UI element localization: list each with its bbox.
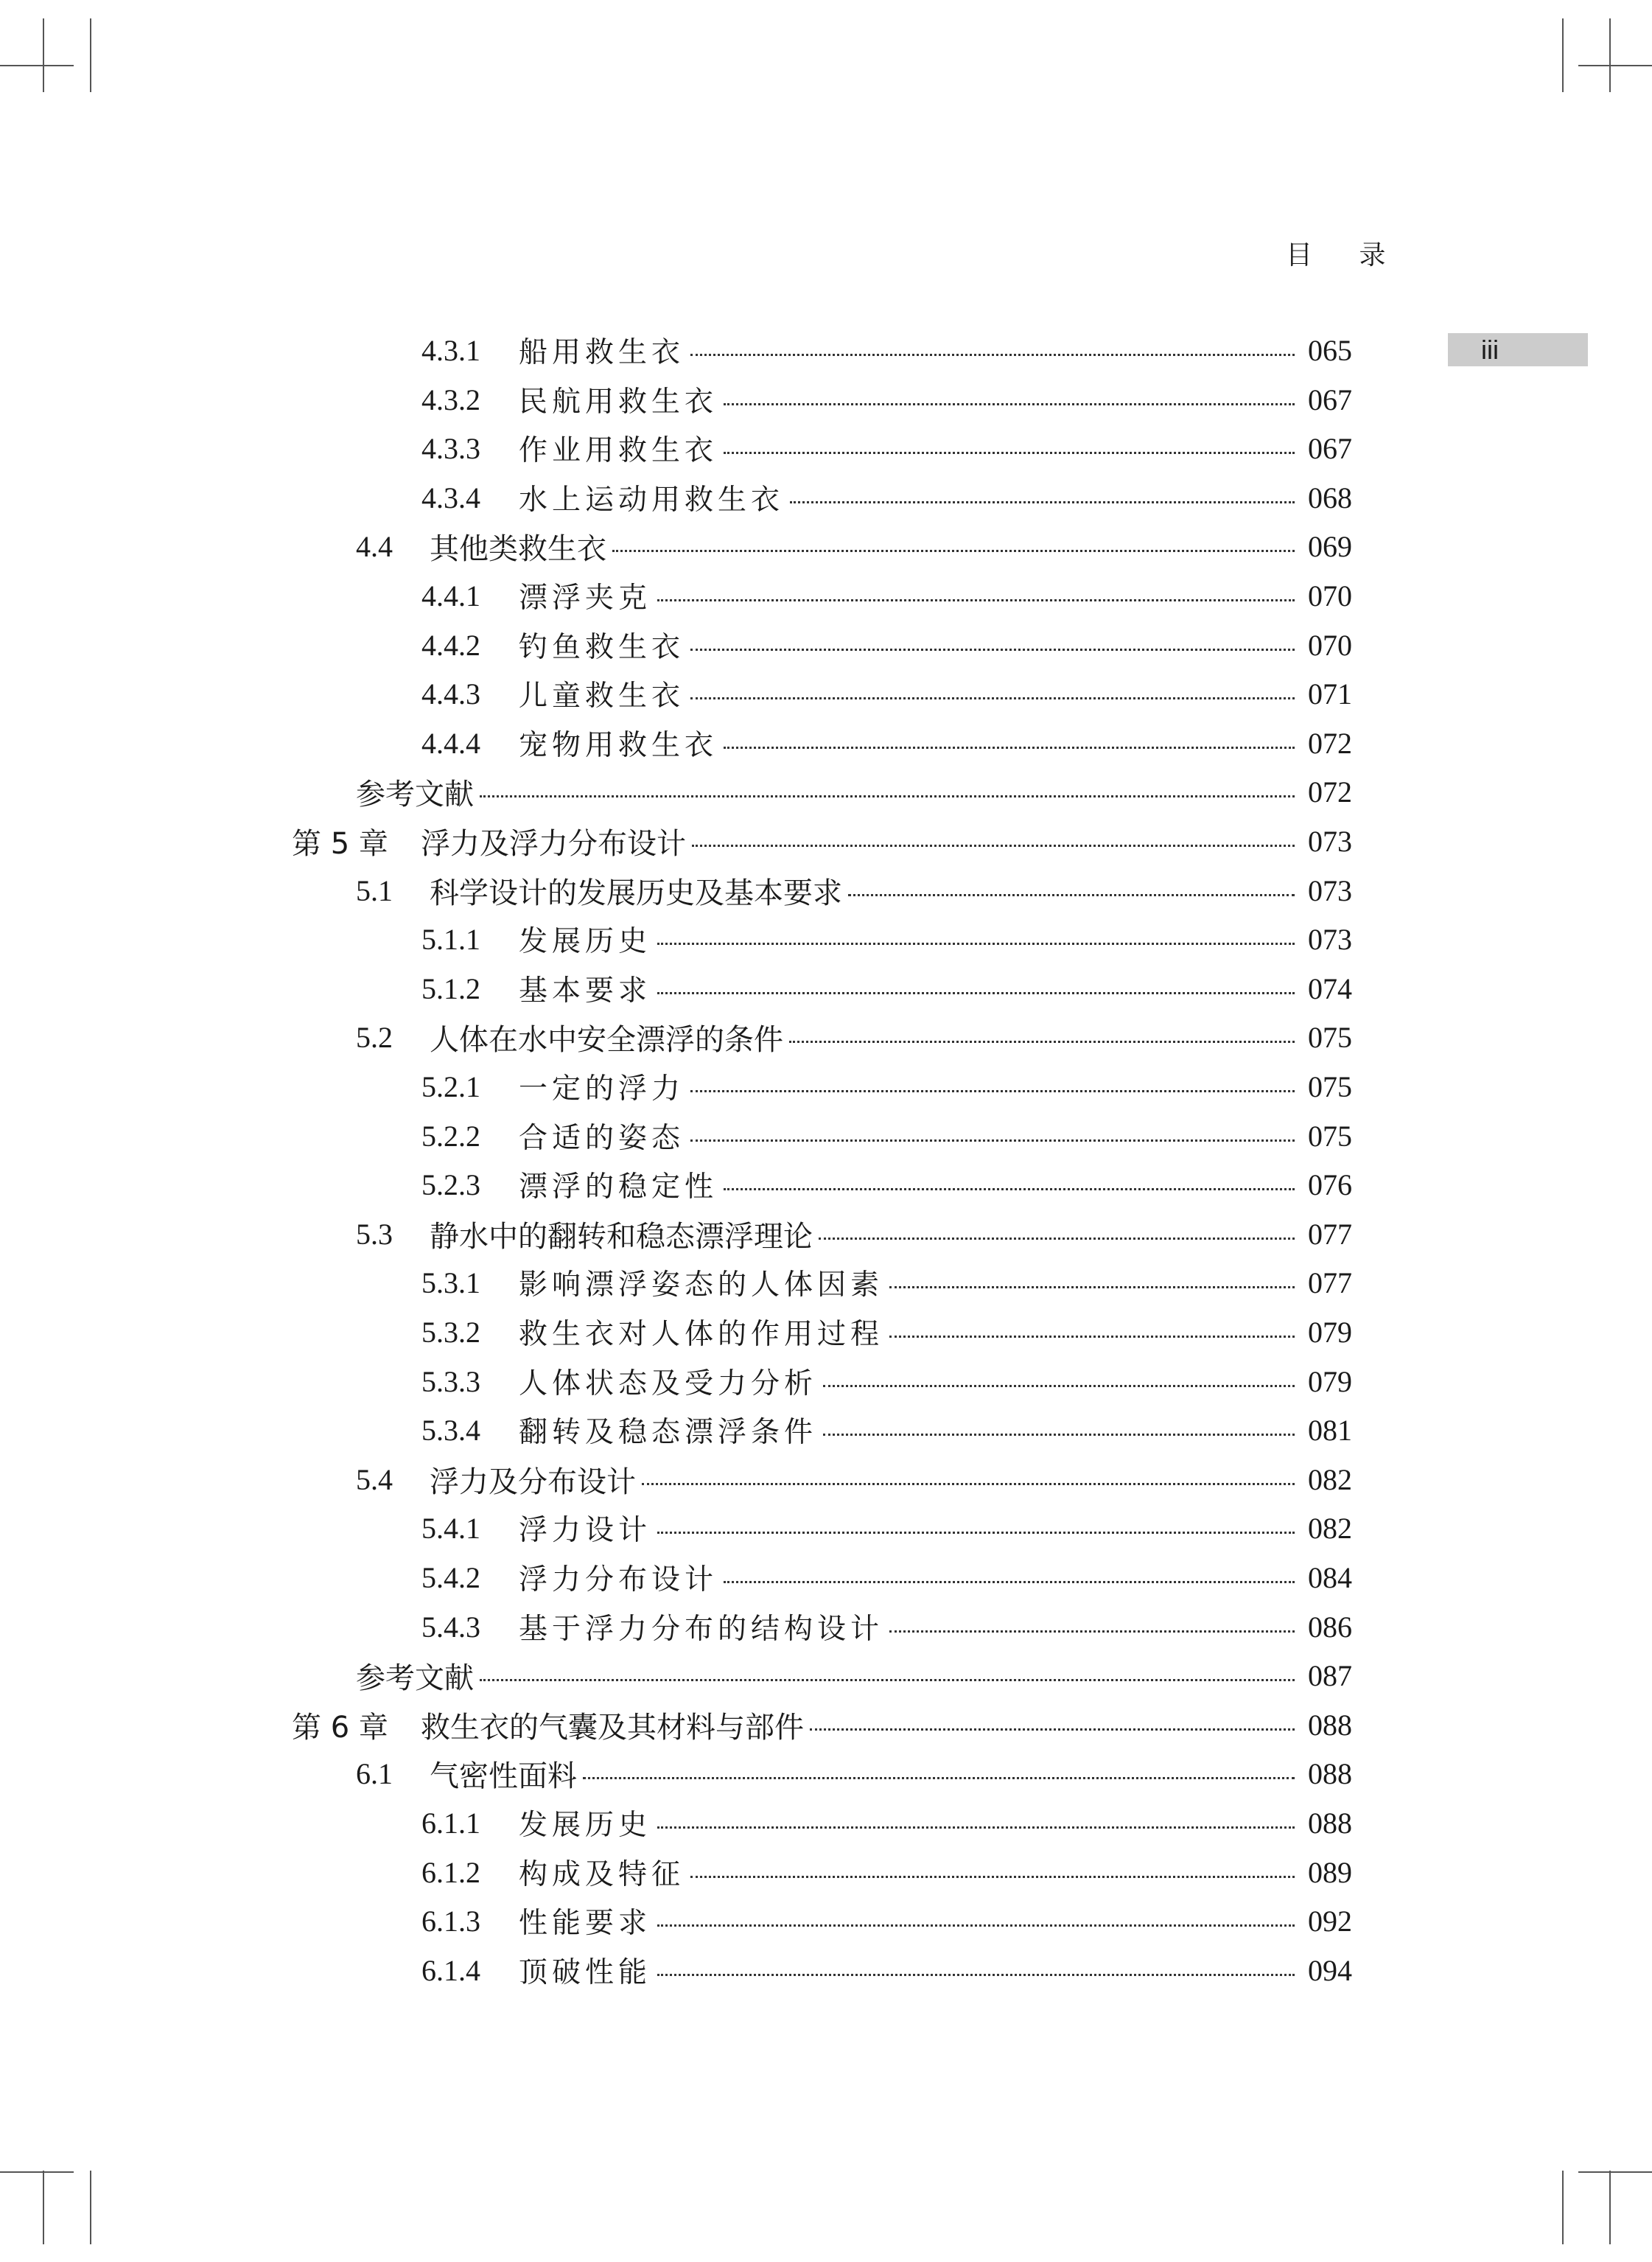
toc-entry-title: 救生衣对人体的作用过程	[519, 1318, 884, 1351]
toc-entry[interactable]	[292, 817, 1352, 865]
dot-leader	[480, 795, 1295, 797]
dot-leader	[583, 1777, 1295, 1779]
toc-entry[interactable]	[421, 424, 1352, 472]
dot-leader	[889, 1630, 1295, 1633]
dot-leader	[889, 1336, 1295, 1338]
toc-entry-number: 5.3.1	[421, 1266, 480, 1299]
toc-entry[interactable]	[421, 1160, 1352, 1209]
toc-entry[interactable]	[356, 1651, 1352, 1700]
dot-leader	[657, 1826, 1295, 1829]
dot-leader	[724, 747, 1295, 749]
toc-entry[interactable]	[421, 1946, 1352, 1994]
toc-entry[interactable]	[356, 767, 1352, 816]
toc-entry-title: 科学设计的发展历史及基本要求	[430, 876, 842, 910]
toc-entry[interactable]	[421, 1848, 1352, 1896]
toc-entry-number: 5.2.3	[421, 1167, 480, 1201]
toc-entry-title: 浮力及分布设计	[430, 1465, 636, 1499]
toc-entry-title: 救生衣的气囊及其材料与部件	[421, 1710, 804, 1745]
toc-entry-title: 影响漂浮姿态的人体因素	[519, 1268, 884, 1302]
dot-leader	[657, 1924, 1295, 1927]
toc-entry[interactable]	[421, 473, 1352, 522]
toc-entry[interactable]	[292, 1700, 1352, 1749]
dot-leader	[690, 354, 1295, 356]
toc-entry-title: 气密性面料	[430, 1759, 577, 1793]
toc-entry-title: 作业用救生衣	[519, 434, 718, 467]
toc-entry-number: 6.1	[356, 1756, 393, 1790]
toc-entry-page: 070	[1308, 628, 1352, 662]
dot-leader	[823, 1385, 1295, 1387]
dot-leader	[690, 1139, 1295, 1142]
toc-entry-number: 4.3.3	[421, 431, 480, 465]
toc-entry[interactable]	[356, 866, 1352, 915]
dot-leader	[889, 1286, 1295, 1288]
toc-entry[interactable]	[356, 1013, 1352, 1061]
crop-mark	[90, 18, 91, 92]
dot-leader	[810, 1728, 1295, 1731]
dot-leader	[724, 403, 1295, 405]
toc-entry-title: 性能要求	[519, 1907, 652, 1940]
toc-entry-title: 基于浮力分布的结构设计	[519, 1613, 884, 1646]
toc-entry-number: 4.3.2	[421, 383, 480, 416]
toc-entry-page: 081	[1308, 1413, 1352, 1447]
toc-entry-title: 合适的姿态	[519, 1122, 685, 1155]
toc-entry-title: 参考文献	[356, 1661, 474, 1695]
toc-entry-title: 浮力设计	[519, 1514, 652, 1547]
toc-entry-title: 船用救生衣	[519, 336, 685, 369]
toc-entry-number: 4.4.2	[421, 628, 480, 662]
dot-leader	[657, 1974, 1295, 1976]
toc-entry-number: 4.4.3	[421, 677, 480, 711]
toc-entry-title: 发展历史	[519, 1809, 652, 1842]
toc-entry-number: 5.4.1	[421, 1511, 480, 1545]
crop-mark	[0, 2171, 74, 2173]
toc-entry-title: 人体状态及受力分析	[519, 1367, 818, 1400]
toc-entry-page: 073	[1308, 873, 1352, 907]
toc-entry[interactable]	[421, 1406, 1352, 1454]
toc-entry-page: 076	[1308, 1167, 1352, 1201]
crop-mark	[90, 2171, 91, 2244]
toc-entry-number: 6.1.2	[421, 1855, 480, 1889]
toc-entry-number: 4.4.4	[421, 726, 480, 760]
toc-entry[interactable]	[421, 1111, 1352, 1160]
toc-entry-page: 092	[1308, 1904, 1352, 1938]
crop-mark	[43, 18, 44, 92]
toc-entry-page: 072	[1308, 726, 1352, 760]
toc-entry-page: 088	[1308, 1708, 1352, 1742]
toc-entry-page: 065	[1308, 333, 1352, 367]
toc-entry[interactable]	[421, 1258, 1352, 1307]
dot-leader	[724, 1581, 1295, 1583]
toc-entry-title: 构成及特征	[519, 1858, 685, 1891]
toc-entry-title: 漂浮的稳定性	[519, 1170, 718, 1204]
toc-entry[interactable]	[421, 915, 1352, 963]
toc-entry-page: 075	[1308, 1020, 1352, 1054]
toc-entry-title: 民航用救生衣	[519, 385, 718, 419]
dot-leader	[690, 1090, 1295, 1092]
toc-entry[interactable]	[421, 375, 1352, 424]
toc-entry-number: 4.3.4	[421, 481, 480, 514]
toc-entry-page: 089	[1308, 1855, 1352, 1889]
crop-mark	[1562, 2171, 1564, 2244]
toc-entry-number: 6.1.3	[421, 1904, 480, 1938]
toc-entry-title: 静水中的翻转和稳态漂浮理论	[430, 1219, 813, 1254]
toc-entry-number: 5.4	[356, 1462, 393, 1496]
toc-entry-page: 067	[1308, 383, 1352, 416]
dot-leader	[657, 992, 1295, 994]
toc-entry-page: 073	[1308, 824, 1352, 858]
dot-leader	[823, 1434, 1295, 1436]
toc-entry-number: 4.4.1	[421, 579, 480, 612]
toc-entry[interactable]	[421, 1553, 1352, 1602]
toc-entry-page: 069	[1308, 529, 1352, 563]
dot-leader	[642, 1483, 1295, 1485]
dot-leader	[819, 1238, 1295, 1240]
crop-mark	[1609, 2171, 1611, 2244]
toc-entry-title: 翻转及稳态漂浮条件	[519, 1416, 818, 1449]
running-title: 目 录	[1286, 240, 1405, 270]
crop-mark	[1578, 2171, 1652, 2173]
toc-entry-number: 5.1.1	[421, 922, 480, 956]
toc-entry-title: 儿童救生衣	[519, 680, 685, 713]
toc-entry-number: 6.1.1	[421, 1806, 480, 1840]
toc-entry-number: 第 6 章	[292, 1710, 388, 1745]
toc-entry-page: 082	[1308, 1462, 1352, 1496]
toc-entry-title: 钓鱼救生衣	[519, 631, 685, 664]
dot-leader	[690, 1876, 1295, 1878]
toc-entry[interactable]	[421, 1602, 1352, 1651]
toc-entry-page: 087	[1308, 1658, 1352, 1692]
toc-entry[interactable]	[356, 1749, 1352, 1798]
crop-mark	[43, 2171, 44, 2244]
toc-entry-page: 079	[1308, 1315, 1352, 1349]
toc-entry-title: 人体在水中安全漂浮的条件	[430, 1022, 783, 1057]
toc-entry-number: 5.3	[356, 1217, 393, 1251]
toc-entry-page: 077	[1308, 1266, 1352, 1299]
toc-entry-number: 5.1	[356, 873, 393, 907]
toc-entry-number: 4.3.1	[421, 333, 480, 367]
toc-entry-number: 5.3.3	[421, 1364, 480, 1398]
dot-leader	[612, 550, 1295, 552]
toc-entry-number: 5.3.4	[421, 1413, 480, 1447]
toc-entry[interactable]	[421, 1504, 1352, 1552]
toc-entry-title: 浮力及浮力分布设计	[421, 826, 686, 861]
toc-entry-number: 第 5 章	[292, 826, 388, 861]
toc-entry-page: 088	[1308, 1806, 1352, 1840]
toc-entry-page: 075	[1308, 1069, 1352, 1103]
crop-mark	[1609, 18, 1611, 92]
toc-entry[interactable]	[421, 1062, 1352, 1111]
dot-leader	[690, 697, 1295, 699]
toc-entry-number: 4.4	[356, 529, 393, 563]
toc-entry-page: 079	[1308, 1364, 1352, 1398]
toc-entry[interactable]	[421, 1896, 1352, 1945]
toc-entry-page: 068	[1308, 481, 1352, 514]
toc-entry[interactable]	[421, 1308, 1352, 1356]
dot-leader	[480, 1679, 1295, 1681]
toc-entry-number: 5.2	[356, 1020, 393, 1054]
toc-entry-page: 067	[1308, 431, 1352, 465]
toc-entry-number: 5.2.2	[421, 1119, 480, 1153]
dot-leader	[848, 894, 1295, 896]
toc-entry[interactable]	[356, 1209, 1352, 1258]
toc-entry-title: 水上运动用救生衣	[519, 484, 785, 517]
dot-leader	[724, 1188, 1295, 1190]
toc-entry[interactable]	[421, 719, 1352, 767]
dot-leader	[789, 1041, 1295, 1043]
dot-leader	[690, 649, 1295, 651]
dot-leader	[692, 845, 1295, 847]
toc-entry-number: 5.3.2	[421, 1315, 480, 1349]
toc-entry-title: 参考文献	[356, 777, 474, 811]
dot-leader	[657, 599, 1295, 601]
toc-entry[interactable]	[421, 621, 1352, 669]
toc-entry[interactable]	[356, 522, 1352, 570]
toc-entry[interactable]	[421, 1798, 1352, 1847]
toc-entry-page: 082	[1308, 1511, 1352, 1545]
toc-entry[interactable]	[421, 964, 1352, 1013]
toc-entry[interactable]	[421, 669, 1352, 718]
toc-entry-page: 084	[1308, 1560, 1352, 1594]
crop-mark	[0, 65, 74, 66]
toc-entry[interactable]	[421, 1357, 1352, 1406]
toc-entry-number: 5.4.2	[421, 1560, 480, 1594]
toc-entry-number: 6.1.4	[421, 1953, 480, 1987]
page-number-tab: iii	[1448, 333, 1588, 366]
toc-entry-page: 077	[1308, 1217, 1352, 1251]
toc-entry-number: 5.1.2	[421, 971, 480, 1005]
toc-entry-page: 086	[1308, 1610, 1352, 1644]
toc-entry-page: 074	[1308, 971, 1352, 1005]
toc-entry-title: 一定的浮力	[519, 1072, 685, 1106]
toc-entry-title: 浮力分布设计	[519, 1563, 718, 1596]
toc-entry-title: 发展历史	[519, 925, 652, 958]
toc-entry-page: 075	[1308, 1119, 1352, 1153]
toc-entry-title: 宠物用救生衣	[519, 729, 718, 762]
toc-entry-title: 漂浮夹克	[519, 582, 652, 615]
toc-entry[interactable]	[421, 326, 1352, 374]
toc-entry-title: 顶破性能	[519, 1956, 652, 1989]
crop-mark	[1562, 18, 1564, 92]
toc-entry-page: 071	[1308, 677, 1352, 711]
toc-entry-title: 其他类救生衣	[430, 531, 606, 566]
dot-leader	[657, 1532, 1295, 1534]
toc-entry[interactable]	[356, 1455, 1352, 1504]
toc-entry-page: 073	[1308, 922, 1352, 956]
dot-leader	[657, 943, 1295, 945]
toc-entry-number: 5.2.1	[421, 1069, 480, 1103]
dot-leader	[724, 452, 1295, 454]
toc-entry[interactable]	[421, 571, 1352, 620]
toc-entry-page: 072	[1308, 775, 1352, 809]
toc-entry-page: 094	[1308, 1953, 1352, 1987]
dot-leader	[790, 501, 1295, 503]
toc-entry-number: 5.4.3	[421, 1610, 480, 1644]
toc-entry-page: 070	[1308, 579, 1352, 612]
crop-mark	[1578, 65, 1652, 66]
toc-entry-title: 基本要求	[519, 974, 652, 1008]
toc-entry-page: 088	[1308, 1756, 1352, 1790]
